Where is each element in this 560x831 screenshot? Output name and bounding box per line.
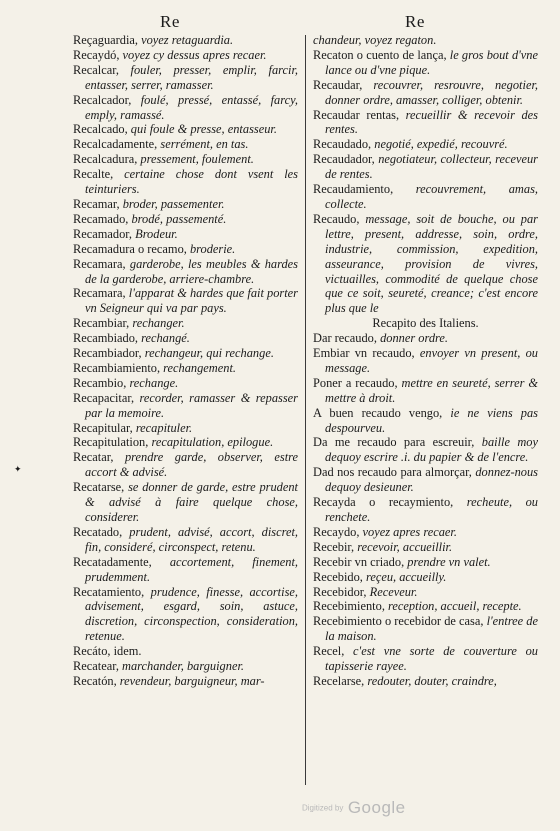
entry-headword: Recamara, [73, 256, 126, 271]
entry-headword: Poner a recaudo, [313, 375, 398, 390]
dictionary-entry [313, 33, 538, 48]
entry-headword: Recatear, [73, 659, 119, 674]
entry-headword: Reçaguardia, [73, 33, 139, 47]
dictionary-entry [73, 421, 298, 436]
entry-headword: Recamara, [73, 286, 126, 301]
entry-headword: Recamador, [73, 226, 133, 241]
margin-mark: ✦ [14, 464, 22, 474]
entry-definition: se donner de garde, estre prudent & advisé à faire quelque chose, considerer. [85, 480, 298, 524]
entry-headword: Recaudar, [313, 77, 363, 92]
entry-headword: Recaydo, [313, 524, 360, 539]
dictionary-entry [73, 167, 298, 197]
entry-headword: Recambiador, [73, 346, 142, 361]
entry-headword: Recelarse, [313, 673, 365, 688]
right-column [313, 33, 538, 689]
entry-headword: Recatado, [73, 524, 123, 539]
entry-definition: pressement, foulement. [137, 152, 254, 167]
dictionary-entry [73, 391, 298, 421]
entry-headword: Recapito des Italiens. [372, 316, 479, 331]
dictionary-entry [313, 212, 538, 316]
entry-definition: envoyer vn present, ou message. [325, 346, 538, 375]
digitized-by-label: Digitized by [302, 803, 344, 813]
entry-headword: Recamadura o recamo, [73, 241, 187, 256]
entry-headword: Recebimiento, [313, 599, 385, 614]
entry-definition: recorder, ramasser & repasser par la memoire. [85, 390, 298, 420]
entry-definition: recheute, ou renchete. [325, 495, 538, 524]
dictionary-entry [73, 33, 298, 48]
entry-headword: Da me recaudo para escreuir, [313, 435, 475, 450]
left-column [73, 33, 298, 689]
dictionary-entry [313, 316, 538, 331]
entry-definition: prudent, advisé, accort, discret, fin, consideré, circonspect, retenu. [85, 524, 298, 554]
entry-headword: Recapitular, [73, 420, 133, 435]
dictionary-entry [313, 48, 538, 78]
dictionary-entry [73, 450, 298, 480]
entry-headword: Recaydó, [73, 47, 120, 62]
running-head-right: Re [405, 12, 425, 31]
entry-headword: Recambiado, [73, 331, 139, 346]
entry-definition: c'est vne sorte de couverture ou tapisserie rayee. [325, 644, 538, 674]
entry-definition: serrément, en tas. [157, 137, 249, 152]
entry-definition: recouvrement, amas, collecte. [325, 182, 538, 211]
dictionary-entry [313, 540, 538, 555]
dictionary-entry [73, 480, 298, 525]
entry-definition: negotiateur, collecteur, receveur de rentes. [325, 152, 538, 182]
entry-definition: recouvrer, resrouvre, negotier, donner ordre, amasser, colliger, obtenir. [325, 77, 538, 107]
dictionary-entry [73, 316, 298, 331]
entry-headword: Recaudador, [313, 152, 375, 167]
entry-definition: rechangement. [160, 360, 236, 375]
dictionary-entry [313, 406, 538, 436]
entry-definition: reçeu, accueilly. [362, 569, 447, 584]
dictionary-entry [313, 108, 538, 138]
entry-headword: Recebimiento o recebidor de casa, [313, 614, 484, 629]
dictionary-entry [73, 257, 298, 287]
dictionary-entry [73, 122, 298, 137]
entry-headword: Recamar, [73, 196, 120, 211]
dictionary-entry [73, 63, 298, 93]
entry-headword: Recalcador, [73, 92, 132, 107]
entry-headword: Recebir vn criado, [313, 554, 405, 569]
dictionary-entry [73, 93, 298, 123]
dictionary-entry [73, 659, 298, 674]
entry-headword: Recapitulation, [73, 435, 149, 450]
dictionary-entry [73, 227, 298, 242]
dictionary-entry [73, 197, 298, 212]
dictionary-entry [313, 570, 538, 585]
entry-headword: Recatadamente, [73, 554, 152, 569]
entry-definition: certaine chose dont vsent les teinturiers. [85, 167, 298, 197]
dictionary-entry [73, 674, 298, 689]
entry-definition: rechangé. [138, 331, 190, 346]
entry-definition: recueillir & recevoir des rentes. [325, 107, 538, 137]
entry-headword: Recamado, [73, 211, 129, 226]
dictionary-entry [313, 182, 538, 212]
entry-definition: voyez retaguardia. [138, 33, 234, 47]
entry-definition: prendre vn valet. [404, 554, 491, 569]
entry-headword: Recebir, [313, 539, 355, 554]
dictionary-entry [313, 614, 538, 644]
dictionary-entry [73, 376, 298, 391]
entry-headword: Recatamiento, [73, 584, 145, 599]
entry-headword: Recalte, [73, 167, 114, 182]
entry-definition: voyez cy dessus apres recaer. [119, 47, 267, 62]
dictionary-entry [313, 599, 538, 614]
entry-definition: le gros bout d'vne lance ou d'vne pique. [325, 47, 538, 77]
entry-definition: broder, passementer. [119, 196, 225, 211]
dictionary-entry [313, 495, 538, 525]
entry-definition: fouler, presser, emplir, farcir, entasser, serrer, ramasser. [85, 62, 298, 92]
entry-headword: Embiar vn recaudo, [313, 346, 415, 361]
entry-definition: qui foule & presse, entasseur. [127, 122, 277, 137]
entry-definition: ie ne viens pas despourveu. [325, 405, 539, 435]
dictionary-entry [313, 465, 538, 495]
dictionary-entry [313, 555, 538, 570]
entry-definition: donner ordre. [376, 331, 448, 346]
entry-definition: donnez-nous dequoy desieuner. [325, 465, 538, 495]
dictionary-entry [73, 286, 298, 316]
entry-definition: prendre garde, observer, estre accort & advisé. [85, 450, 298, 480]
entry-definition: recevoir, accueillir. [354, 539, 453, 554]
entry-definition: reception, accueil, recepte. [384, 599, 522, 614]
dictionary-entry [73, 585, 298, 645]
entry-definition: rechange. [126, 375, 179, 390]
entry-headword: Recatar, [73, 450, 114, 465]
dictionary-entry [313, 376, 538, 406]
entry-headword: Recapacitar, [73, 390, 135, 405]
entry-headword: Recalcado, [73, 122, 128, 137]
entry-headword: Recambio, [73, 375, 127, 390]
entry-definition: voyez apres recaer. [359, 524, 457, 539]
entry-definition: chandeur, voyez regaton. [313, 33, 437, 47]
dictionary-entry [73, 331, 298, 346]
dictionary-entry [73, 212, 298, 227]
entry-definition: negotié, expedié, recouvré. [371, 137, 508, 152]
entry-headword: Recaudar rentas, [313, 107, 400, 122]
entry-headword: Recaudado, [313, 137, 372, 152]
dictionary-entry [313, 674, 538, 689]
entry-definition: marchander, barguigner. [118, 659, 244, 674]
entry-definition: garderobe, les meubles & hardes de la garderobe, arriere-chambre. [85, 256, 298, 286]
entry-definition: brodé, passementé. [128, 211, 227, 226]
entry-headword: Dar recaudo, [313, 331, 377, 346]
column-divider [305, 35, 306, 785]
entry-headword: Recalcar, [73, 62, 119, 77]
dictionary-entry [313, 585, 538, 600]
dictionary-entry [313, 435, 538, 465]
dictionary-entry [73, 361, 298, 376]
entry-definition: rechangeur, qui rechange. [141, 346, 274, 361]
entry-headword: Dad nos recaudo para almorçar, [313, 465, 472, 480]
dictionary-entry [313, 644, 538, 674]
entry-headword: Recayda o recaymiento, [313, 495, 454, 510]
entry-headword: Recalcadamente, [73, 137, 158, 152]
dictionary-entry [73, 152, 298, 167]
dictionary-entry [73, 48, 298, 63]
entry-headword: Recel, [313, 644, 345, 659]
entry-definition: prudence, finesse, accortise, advisement, esgard, soin, astuce, discretion, circonspection, consideration, retenue. [85, 584, 298, 644]
entry-definition: foulé, pressé, entassé, farcy, emply, ramassé. [85, 92, 298, 122]
entry-headword: Recebidor, [313, 584, 367, 599]
dictionary-entry [73, 555, 298, 585]
entry-headword: Recaudo, [313, 211, 360, 226]
entry-definition: redouter, douter, craindre, [364, 673, 497, 688]
entry-headword: Recalcadura, [73, 152, 138, 167]
entry-definition: revendeur, barguigneur, mar- [116, 673, 265, 688]
entry-headword: Recatón, [73, 673, 117, 688]
dictionary-entry [313, 137, 538, 152]
dictionary-entry [313, 331, 538, 346]
entry-definition: recapitulation, epilogue. [148, 435, 274, 450]
google-logo: Google [347, 798, 406, 817]
entry-definition: Receveur. [366, 584, 418, 599]
entry-headword: Recaudamiento, [313, 182, 394, 197]
entry-definition: mettre en seureté, serrer & mettre à droit. [325, 375, 538, 405]
entry-headword: Recambiamiento, [73, 360, 161, 375]
dictionary-entry [73, 525, 298, 555]
dictionary-entry [73, 644, 298, 659]
entry-definition: message, soit de bouche, ou par lettre, present, addresse, soin, ordre, industrie, commission, expedition, asseurance, provision de vivres, victuailles, commodité de quelque chose que ce soit, seureté, creance; c'est encore plus que le [325, 211, 538, 316]
entry-definition: recapituler. [132, 420, 193, 435]
entry-definition: l'entree de la maison. [325, 614, 539, 644]
dictionary-entry [73, 435, 298, 450]
entry-definition: l'apparat & hardes que fait porter vn Seigneur qui va par pays. [85, 286, 298, 316]
dictionary-entry [73, 242, 298, 257]
entry-definition: broderie. [186, 241, 236, 256]
entry-headword: Recambiar, [73, 316, 130, 331]
entry-definition: baille moy dequoy escrire .i. du papier & de l'encre. [325, 435, 538, 465]
entry-headword: Recebido, [313, 569, 363, 584]
dictionary-entry [313, 525, 538, 540]
entry-definition: rechanger. [129, 316, 185, 331]
entry-headword: Recáto, idem. [73, 644, 142, 659]
entry-headword: Recatarse, [73, 480, 125, 495]
dictionary-entry [313, 78, 538, 108]
dictionary-entry [313, 152, 538, 182]
dictionary-entry [73, 346, 298, 361]
dictionary-entry [313, 346, 538, 376]
entry-definition: accortement, finement, prudemment. [85, 554, 298, 584]
entry-definition: Brodeur. [132, 226, 178, 241]
digitized-watermark [302, 798, 406, 818]
dictionary-entry [73, 137, 298, 152]
entry-headword: A buen recaudo vengo, [313, 405, 443, 420]
entry-headword: Recaton o cuento de lança, [313, 47, 447, 62]
running-head-left: Re [160, 12, 180, 31]
